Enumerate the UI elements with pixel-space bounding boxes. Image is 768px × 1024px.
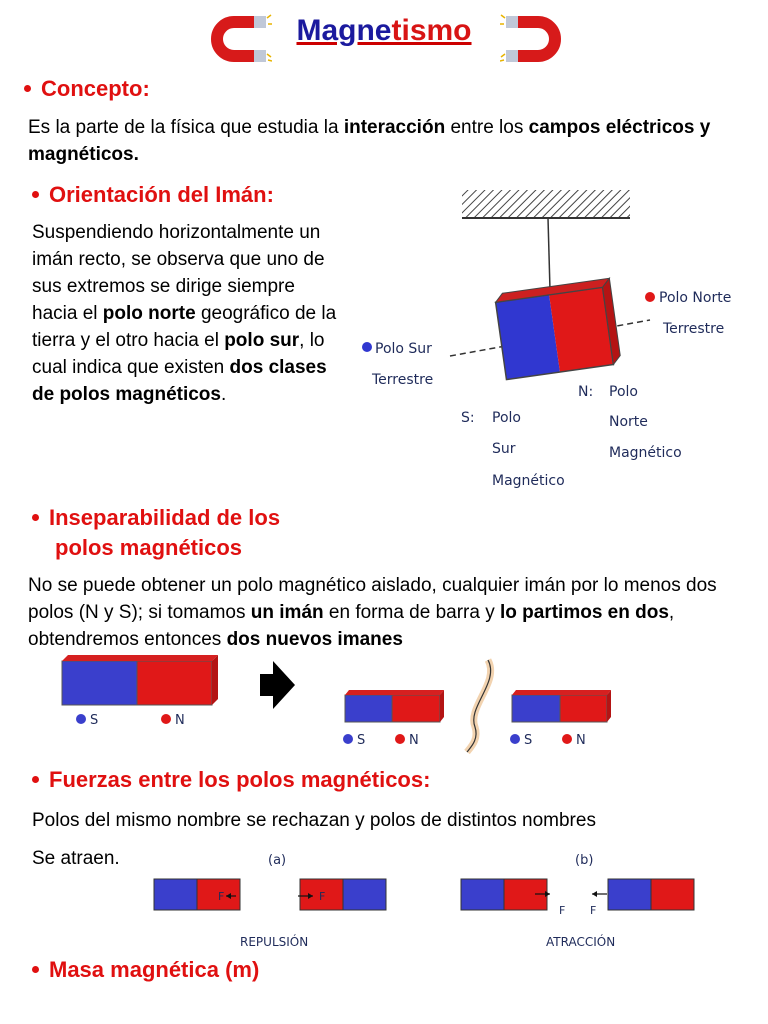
- label-n: N: [409, 733, 419, 748]
- fuerzas-line-2: Se atraen.: [32, 848, 120, 869]
- label-s: S: [357, 733, 366, 748]
- figure-magnet-split: [55, 652, 635, 757]
- label-polo-sur-2: Terrestre: [372, 372, 434, 388]
- label-a: (a): [268, 853, 287, 868]
- north-dot-icon: [161, 714, 171, 724]
- suspension-string: [548, 218, 550, 290]
- north-dot-icon: [395, 734, 405, 744]
- north-dot-icon: [645, 292, 655, 302]
- bullet-icon: [24, 85, 31, 92]
- arrow-right-icon: [260, 661, 295, 709]
- heading-masa: Masa magnética (m): [32, 955, 259, 985]
- south-dot-icon: [510, 734, 520, 744]
- suspended-magnet: [495, 278, 622, 379]
- break-line-icon: [467, 660, 491, 752]
- label-n-line1: Polo: [609, 384, 638, 400]
- heading-inseparabilidad: Inseparabilidad de los polos magnéticos: [32, 503, 352, 563]
- arrow-left-icon: [592, 891, 597, 897]
- bullet-icon: [32, 191, 39, 198]
- new-magnet-left: [345, 690, 444, 722]
- page-title: [0, 14, 768, 48]
- label-s-line2: Sur: [492, 441, 516, 457]
- label-s-line1: Polo: [492, 410, 521, 426]
- bullet-icon: [32, 514, 39, 521]
- attraction-magnet-right: [608, 879, 694, 910]
- figure-forces: [150, 848, 720, 953]
- magnet-icon-left: [210, 14, 272, 64]
- magnet-icon-right: [500, 14, 562, 64]
- label-n: N: [175, 713, 185, 728]
- label-f: F: [559, 904, 566, 917]
- attraction-magnet-left: [461, 879, 547, 910]
- bullet-icon: [32, 776, 39, 783]
- south-dot-icon: [76, 714, 86, 724]
- concepto-paragraph: Es la parte de la física que estudia la interacción entre los campos eléctricos y magnéticos.: [28, 117, 711, 165]
- label-f: F: [218, 890, 225, 903]
- heading-concepto: Concepto:: [24, 74, 150, 104]
- south-dot-icon: [343, 734, 353, 744]
- label-repulsion: REPULSIÓN: [240, 935, 309, 949]
- label-polo-norte-1: Polo Norte: [659, 290, 732, 306]
- label-n-line2: Norte: [609, 414, 648, 430]
- label-s: S:: [461, 410, 475, 426]
- label-s-line3: Magnético: [492, 473, 565, 489]
- label-polo-sur-1: Polo Sur: [375, 341, 432, 357]
- ceiling-hatch: [462, 190, 630, 218]
- label-f: F: [590, 904, 597, 917]
- south-dot-icon: [362, 342, 372, 352]
- figure-magnet-orientation: [350, 180, 750, 500]
- label-n: N:: [578, 384, 594, 400]
- label-atraccion: ATRACCIÓN: [546, 935, 616, 949]
- label-s: S: [90, 713, 99, 728]
- orientacion-paragraph: Suspendiendo horizontalmente un imán recto, se observa que uno de sus extremos se dirige siempre hacia el polo norte geográfico de la tierra y el otro hacia el polo sur, lo cual indica que existen dos clases de polos magnéticos.: [32, 222, 337, 405]
- title-part-2: tismo: [391, 14, 472, 47]
- repulsion-magnet-left: [154, 879, 240, 910]
- title-part-1: Magne: [296, 14, 392, 47]
- label-n-line3: Magnético: [609, 445, 682, 461]
- repulsion-magnet-right: [300, 879, 386, 910]
- inseparabilidad-paragraph: No se puede obtener un polo magnético aislado, cualquier imán por lo menos dos polos (N y S); si tomamos un imán en forma de barra y lo partimos en dos, obtendremos entonces dos nuevos imanes: [28, 575, 717, 650]
- label-n: N: [576, 733, 586, 748]
- label-b: (b): [575, 853, 594, 868]
- bullet-icon: [32, 966, 39, 973]
- heading-fuerzas: Fuerzas entre los polos magnéticos:: [32, 765, 430, 795]
- whole-magnet: [62, 655, 218, 705]
- fuerzas-line-1: Polos del mismo nombre se rechazan y polos de distintos nombres: [32, 810, 596, 831]
- label-f: F: [319, 890, 326, 903]
- heading-orientacion: Orientación del Imán:: [32, 180, 274, 210]
- label-polo-norte-2: Terrestre: [663, 321, 725, 337]
- label-s: S: [524, 733, 533, 748]
- north-dot-icon: [562, 734, 572, 744]
- new-magnet-right: [512, 690, 611, 722]
